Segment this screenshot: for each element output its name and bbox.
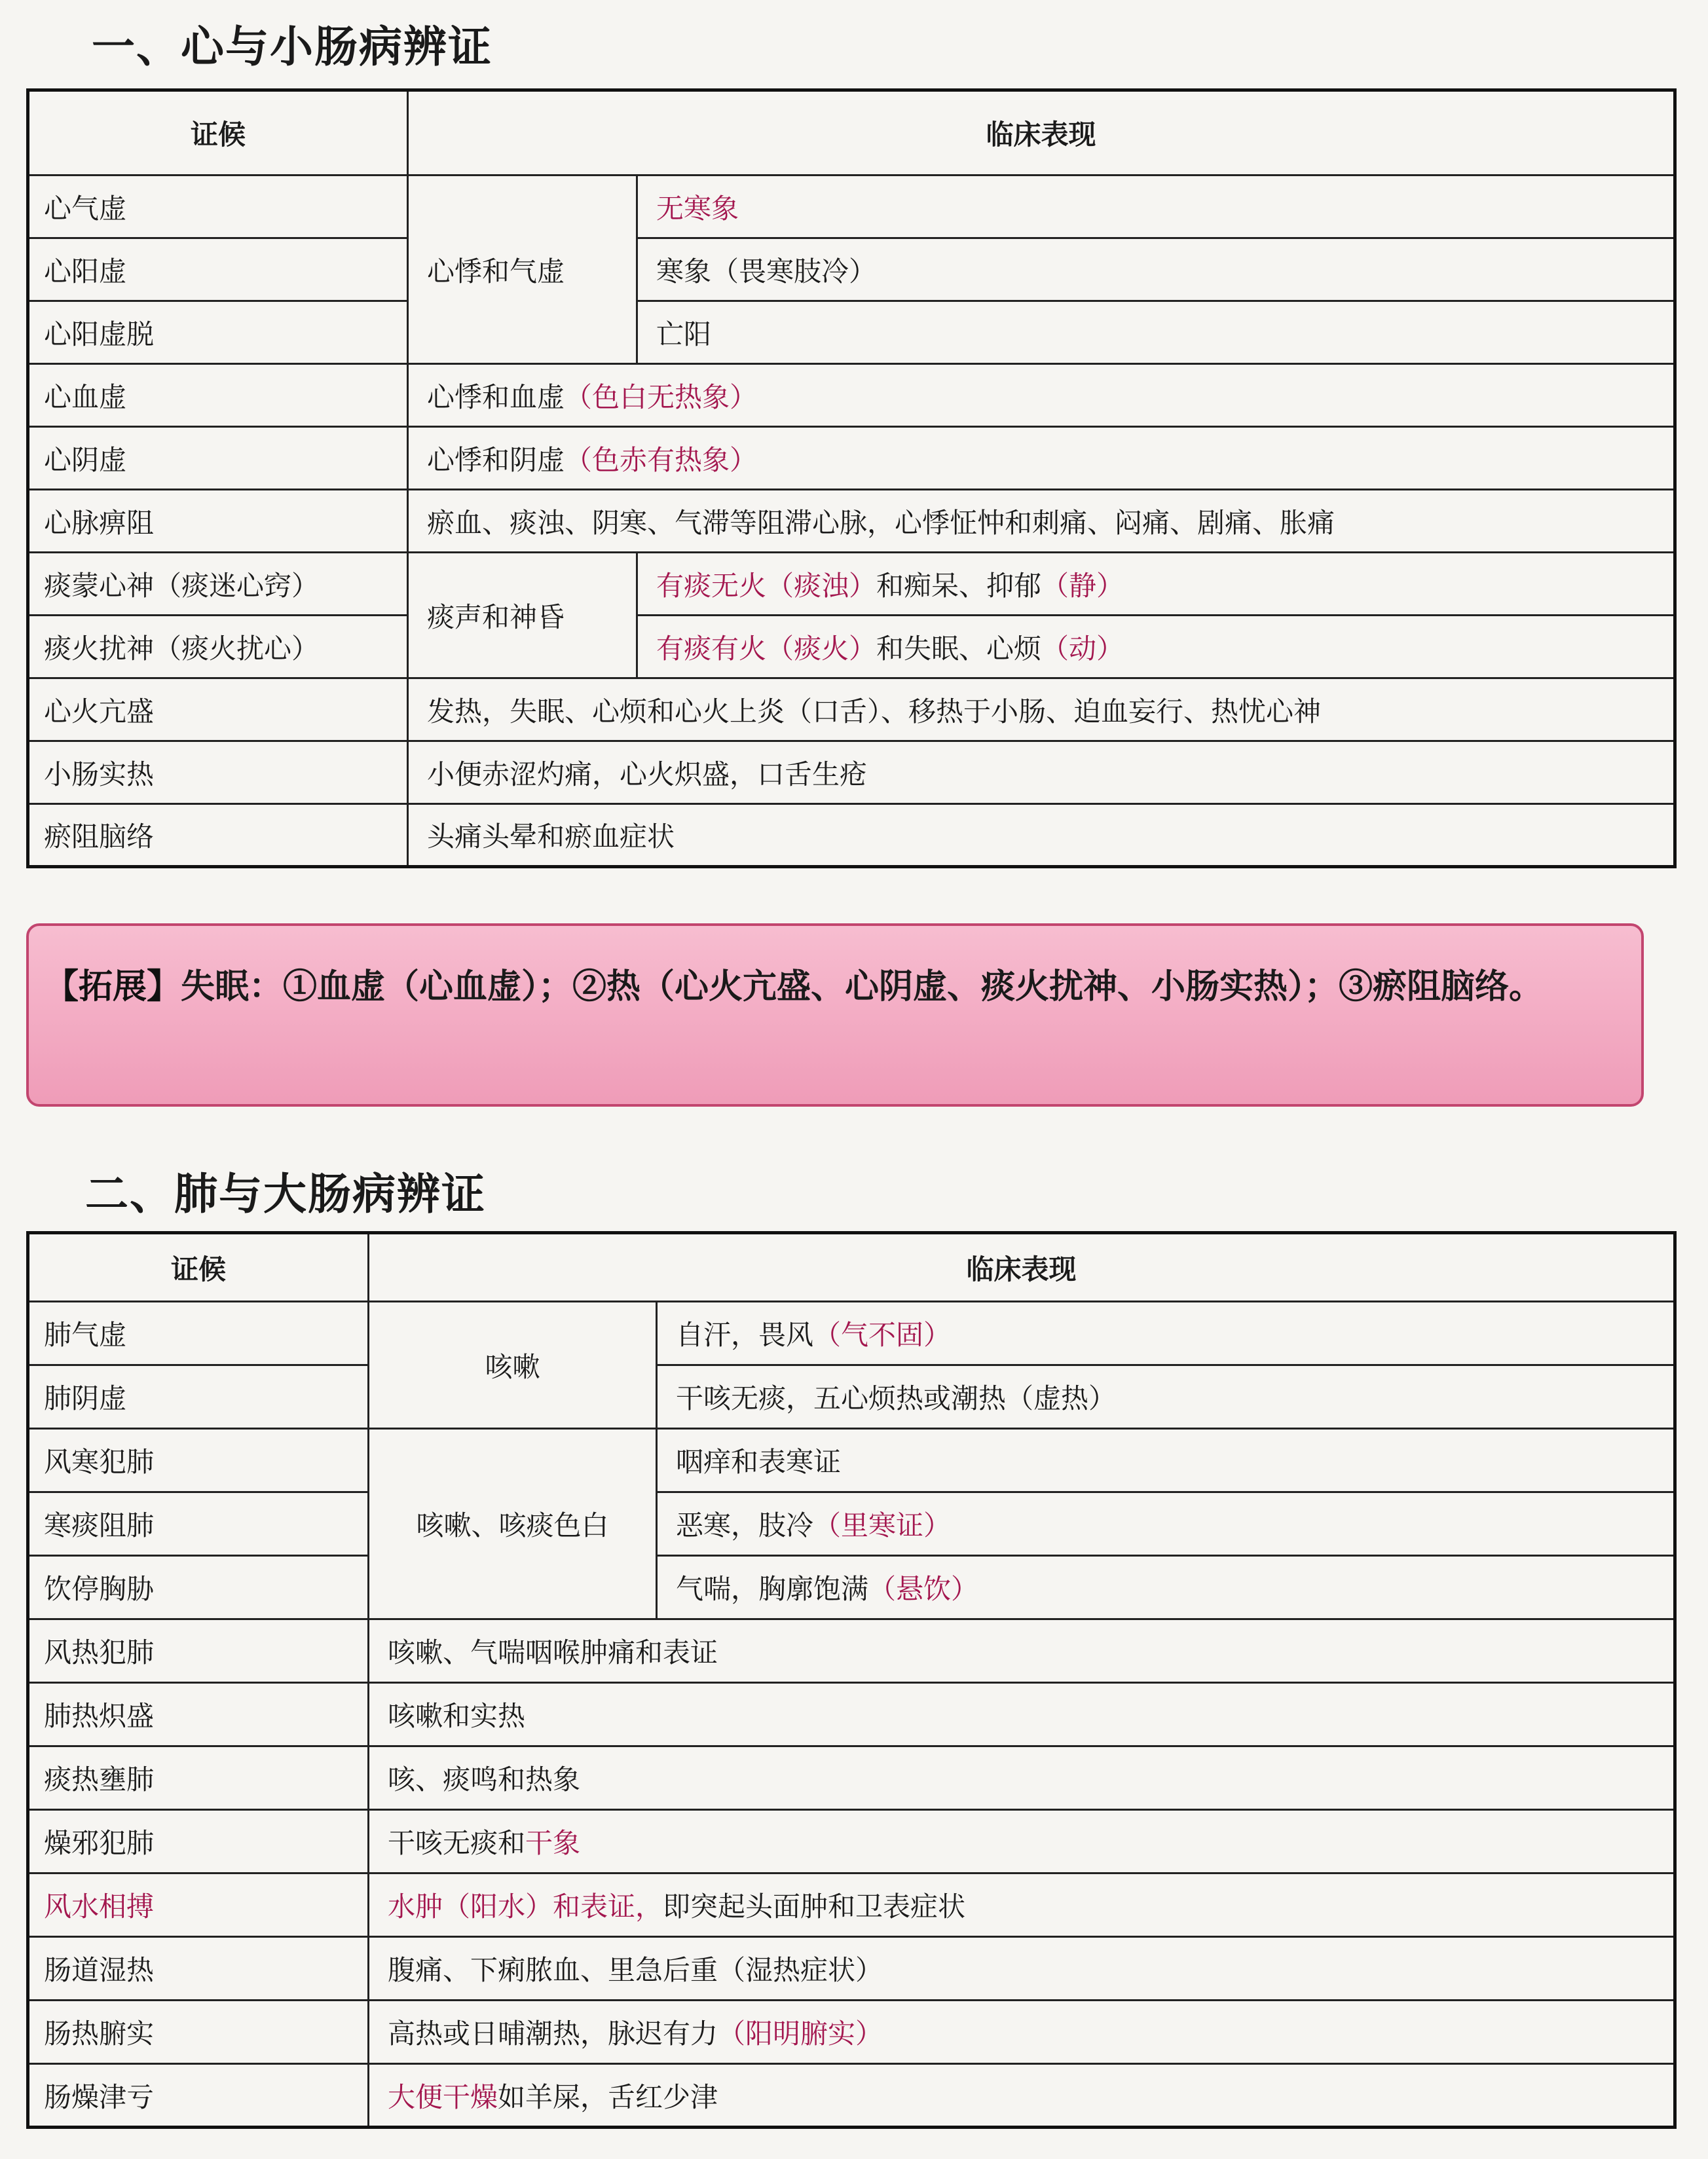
- clinical-header: 临床表现: [369, 1233, 1675, 1302]
- detail-text: 气喘，胸廓饱满: [676, 1573, 869, 1605]
- table-row: [28, 301, 1675, 364]
- symptom-detail: [657, 1302, 1675, 1365]
- table-row: [28, 804, 1675, 867]
- syndrome-name: 心气虚: [28, 175, 408, 238]
- table-row: [28, 1746, 1675, 1810]
- syndrome-name: 寒痰阻肺: [28, 1492, 369, 1556]
- syndrome-name: 肺热炽盛: [28, 1683, 369, 1746]
- syndrome-name: 心阳虚脱: [28, 301, 408, 364]
- symptom-detail: 干咳无痰，五心烦热或潮热（虚热）: [657, 1365, 1675, 1429]
- detail-text: 恶寒，肢冷: [676, 1509, 814, 1541]
- clinical-text: 即突起头面肿和卫表症状: [663, 1891, 966, 1923]
- symptom-detail: [657, 1492, 1675, 1556]
- section-1-title: 一、心与小肠病辨证: [92, 22, 492, 72]
- syndrome-name: 肺阴虚: [28, 1365, 369, 1429]
- table-row: [28, 1683, 1675, 1746]
- detail-b: （痰浊）: [766, 569, 877, 602]
- symptom-detail: [657, 1556, 1675, 1619]
- table-row: [28, 1810, 1675, 1873]
- clinical-note: 大便干燥: [388, 2080, 498, 2113]
- table-row: [28, 364, 1675, 427]
- detail-c: 和痴呆、抑郁: [876, 569, 1042, 602]
- table-row: [28, 175, 1675, 238]
- expand-note-box: [26, 923, 1644, 1107]
- table-row: [28, 1873, 1675, 1937]
- syndrome-name: 肠燥津亏: [28, 2064, 369, 2128]
- clinical-text: 咳嗽和实热: [369, 1683, 1675, 1746]
- syndrome-name: 饮停胸胁: [28, 1556, 369, 1619]
- detail-a: 有痰有火: [656, 632, 767, 665]
- clinical-text: 高热或日晡潮热，脉迟有力: [388, 2018, 718, 2050]
- clinical-text: 瘀血、痰浊、阴寒、气滞等阻滞心脉，心悸怔忡和刺痛、闷痛、剧痛、胀痛: [408, 490, 1675, 553]
- clinical-note: （色白无热象）: [565, 380, 758, 413]
- table-row: [28, 1492, 1675, 1556]
- table-row: [28, 1619, 1675, 1683]
- expand-text: 失眠：①血虚（心血虚）；②热（心火亢盛、心阴虚、痰火扰神、小肠实热）；③瘀阻脑络。: [181, 967, 1544, 1006]
- table-row: [28, 1365, 1675, 1429]
- lung-large-intestine-table: [26, 1231, 1677, 2129]
- table-row: [28, 2001, 1675, 2064]
- clinical-cell: [369, 1810, 1675, 1873]
- syndrome-name: 肠热腑实: [28, 2001, 369, 2064]
- syndrome-name: 心火亢盛: [28, 678, 408, 741]
- table-row: [28, 1302, 1675, 1365]
- clinical-cell: [408, 427, 1675, 490]
- syndrome-name: 心血虚: [28, 364, 408, 427]
- table-header-row: [28, 1233, 1675, 1302]
- table-row: [28, 1556, 1675, 1619]
- syndrome-name: 肺气虚: [28, 1302, 369, 1365]
- syndrome-name: 心脉痹阻: [28, 490, 408, 553]
- syndrome-name: 痰火扰神（痰火扰心）: [28, 616, 408, 678]
- table-header-row: [28, 90, 1675, 175]
- table-row: [28, 553, 1675, 616]
- table-row: [28, 238, 1675, 301]
- clinical-text: 心悸和血虚: [427, 380, 565, 413]
- syndrome-name: 风水相搏: [28, 1873, 369, 1937]
- detail-note: （里寒证）: [813, 1509, 952, 1541]
- table-row: [28, 427, 1675, 490]
- detail-b: （痰火）: [766, 632, 877, 665]
- clinical-text: 头痛头晕和瘀血症状: [408, 804, 1675, 867]
- symptom-detail: 寒象（畏寒肢冷）: [637, 238, 1675, 301]
- clinical-text: 发热，失眠、心烦和心火上炎（口舌）、移热于小肠、迫血妄行、热忧心神: [408, 678, 1675, 741]
- detail-c: 和失眠、心烦: [876, 632, 1042, 665]
- symptom-detail: 亡阳: [637, 301, 1675, 364]
- syndrome-name: 小肠实热: [28, 741, 408, 804]
- symptom-group: 心悸和气虚: [408, 175, 637, 364]
- table-row: [28, 678, 1675, 741]
- symptom-group: 痰声和神昏: [408, 553, 637, 678]
- detail-d: （动）: [1041, 632, 1124, 665]
- table-row: [28, 490, 1675, 553]
- syndrome-name: 瘀阻脑络: [28, 804, 408, 867]
- detail-a: 有痰无火: [656, 569, 767, 602]
- clinical-text: 腹痛、下痢脓血、里急后重（湿热症状）: [369, 1937, 1675, 2001]
- clinical-text: 如羊屎，舌红少津: [498, 2080, 718, 2113]
- detail-d: （静）: [1041, 569, 1124, 602]
- syndrome-name: 心阴虚: [28, 427, 408, 490]
- detail-note: （气不固）: [813, 1319, 952, 1351]
- symptom-detail: [637, 616, 1675, 678]
- symptom-detail: 咽痒和表寒证: [657, 1429, 1675, 1492]
- clinical-text: 小便赤涩灼痛，心火炽盛，口舌生疮: [408, 741, 1675, 804]
- symptom-group: 咳嗽、咳痰色白: [369, 1429, 657, 1619]
- clinical-cell: [369, 1873, 1675, 1937]
- syndrome-name: 肠道湿热: [28, 1937, 369, 2001]
- clinical-note: （色赤有热象）: [565, 443, 758, 476]
- symptom-detail: 无寒象: [637, 175, 1675, 238]
- clinical-note: 水肿（阳水）和表证，: [388, 1891, 663, 1923]
- clinical-header: 临床表现: [408, 90, 1675, 175]
- syndrome-name: 风热犯肺: [28, 1619, 369, 1683]
- detail-text: 自汗，畏风: [676, 1319, 814, 1351]
- syndrome-name: 燥邪犯肺: [28, 1810, 369, 1873]
- syndrome-header: 证候: [28, 90, 408, 175]
- clinical-note: 干象: [525, 1827, 581, 1859]
- clinical-cell: [408, 364, 1675, 427]
- syndrome-name: 心阳虚: [28, 238, 408, 301]
- clinical-cell: [369, 2064, 1675, 2128]
- clinical-text: 心悸和阴虚: [427, 443, 565, 476]
- symptom-group: 咳嗽: [369, 1302, 657, 1429]
- heart-small-intestine-table: [26, 88, 1677, 868]
- detail-note: （悬饮）: [868, 1573, 979, 1605]
- clinical-text: 干咳无痰和: [388, 1827, 526, 1859]
- table-row: [28, 1429, 1675, 1492]
- syndrome-name: 痰蒙心神（痰迷心窍）: [28, 553, 408, 616]
- table-row: [28, 2064, 1675, 2128]
- clinical-note: （阳明腑实）: [718, 2018, 883, 2050]
- syndrome-name: 痰热壅肺: [28, 1746, 369, 1810]
- symptom-detail: [637, 553, 1675, 616]
- section-2-title: 二、肺与大肠病辨证: [85, 1169, 486, 1219]
- expand-tag: 【拓展】: [45, 967, 181, 1006]
- clinical-cell: [369, 2001, 1675, 2064]
- table-row: [28, 1937, 1675, 2001]
- syndrome-name: 风寒犯肺: [28, 1429, 369, 1492]
- syndrome-header: 证候: [28, 1233, 369, 1302]
- table-row: [28, 616, 1675, 678]
- clinical-text: 咳嗽、气喘咽喉肿痛和表证: [369, 1619, 1675, 1683]
- table-row: [28, 741, 1675, 804]
- clinical-text: 咳、痰鸣和热象: [369, 1746, 1675, 1810]
